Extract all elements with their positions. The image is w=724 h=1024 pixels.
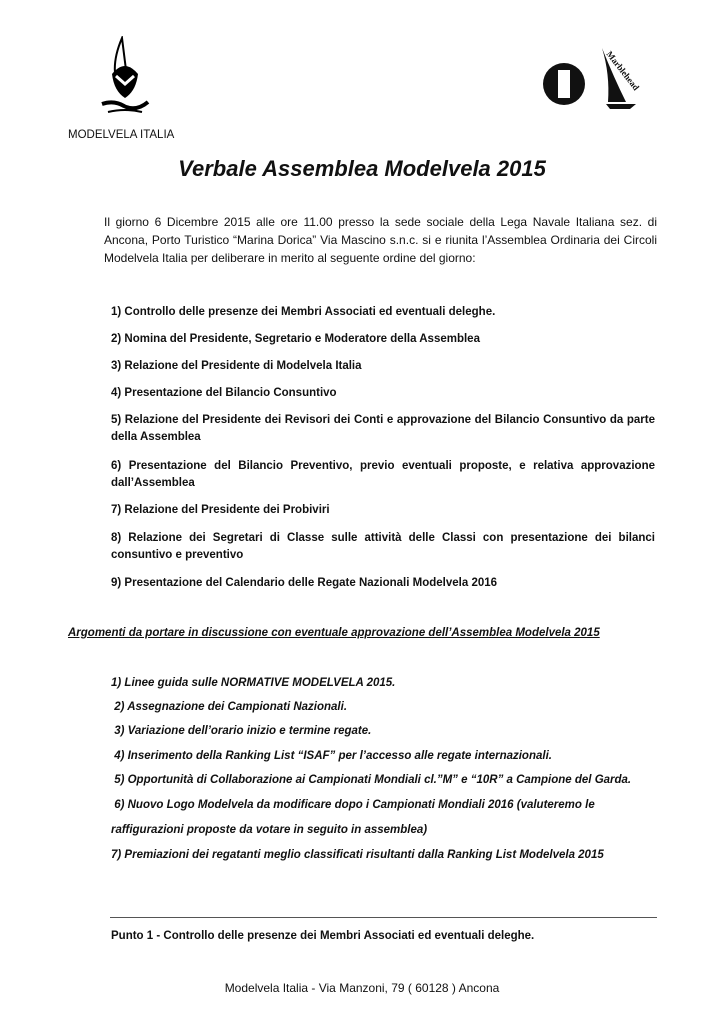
agenda-item: 9) Presentazione del Calendario delle Regate Nazionali Modelvela 2016 — [111, 577, 498, 589]
agenda-item: 4) Presentazione del Bilancio Consuntivo — [111, 387, 337, 399]
agenda-item: 3) Relazione del Presidente di Modelvela Italia — [111, 360, 362, 372]
argument-item: 1) Linee guida sulle NORMATIVE MODELVELA 2015. — [111, 677, 396, 689]
intro-paragraph: Il giorno 6 Dicembre 2015 alle ore 11.00 presso la sede sociale della Lega Navale Italiana sez. di Ancona, Porto Turistico “Marina Dorica” Via Mascino s.n.c. si e riunita l’Assemblea Ordinaria dei Circoli Modelvela Italia per deliberare in merito al seguente ordine del giorno: — [104, 215, 657, 265]
divider — [110, 917, 657, 918]
org-name: MODELVELA ITALIA — [68, 129, 175, 141]
class-i-logo — [542, 62, 586, 106]
argument-item: 4) Inserimento della Ranking List “ISAF” per l’accesso alle regate internazionali. — [111, 750, 552, 762]
section-heading-punto-1: Punto 1 - Controllo delle presenze dei Membri Associati ed eventuali deleghe. — [111, 930, 535, 942]
argument-item: 3) Variazione dell’orario inizio e termine regate. — [111, 725, 372, 737]
argument-item: raffigurazioni proposte da votare in seguito in assemblea) — [111, 824, 428, 836]
page-footer: Modelvela Italia - Via Manzoni, 79 ( 60128 ) Ancona — [224, 981, 500, 995]
svg-text:Marblehead: Marblehead — [604, 49, 642, 93]
argument-item: 5) Opportunità di Collaborazione ai Campionati Mondiali cl.”M” e “10R” a Campione del Garda. — [111, 774, 632, 786]
agenda-item: 2) Nomina del Presidente, Segretario e Moderatore della Assemblea — [111, 333, 480, 345]
argument-item: 2) Assegnazione dei Campionati Nazionali. — [111, 701, 348, 713]
marblehead-logo — [596, 44, 656, 110]
agenda-item: 5) Relazione del Presidente dei Revisori dei Conti e approvazione del Bilancio Consuntivo da parte della Assemblea — [111, 414, 655, 443]
arguments-heading: Argomenti da portare in discussione con eventuale approvazione dell’Assemblea Modelvela 2015 — [68, 627, 600, 639]
agenda-item: 6) Presentazione del Bilancio Preventivo, previo eventuali proposte, e relativa approvazione dall’Assemblea — [111, 460, 655, 489]
page-title: Verbale Assemblea Modelvela 2015 — [178, 156, 546, 181]
agenda-item: 8) Relazione dei Segretari di Classe sulle attività delle Classi con presentazione dei bilanci consuntivo e preventivo — [111, 532, 655, 561]
agenda-item: 1) Controllo delle presenze dei Membri Associati ed eventuali deleghe. — [111, 306, 496, 318]
argument-item: 7) Premiazioni dei regatanti meglio classificati risultanti dalla Ranking List Modelvela 2015 — [111, 849, 604, 861]
agenda-item: 7) Relazione del Presidente dei Probiviri — [111, 504, 330, 516]
modelvela-logo — [100, 36, 150, 116]
argument-item: 6) Nuovo Logo Modelvela da modificare dopo i Campionati Mondiali 2016 (valuteremo le — [111, 799, 595, 811]
